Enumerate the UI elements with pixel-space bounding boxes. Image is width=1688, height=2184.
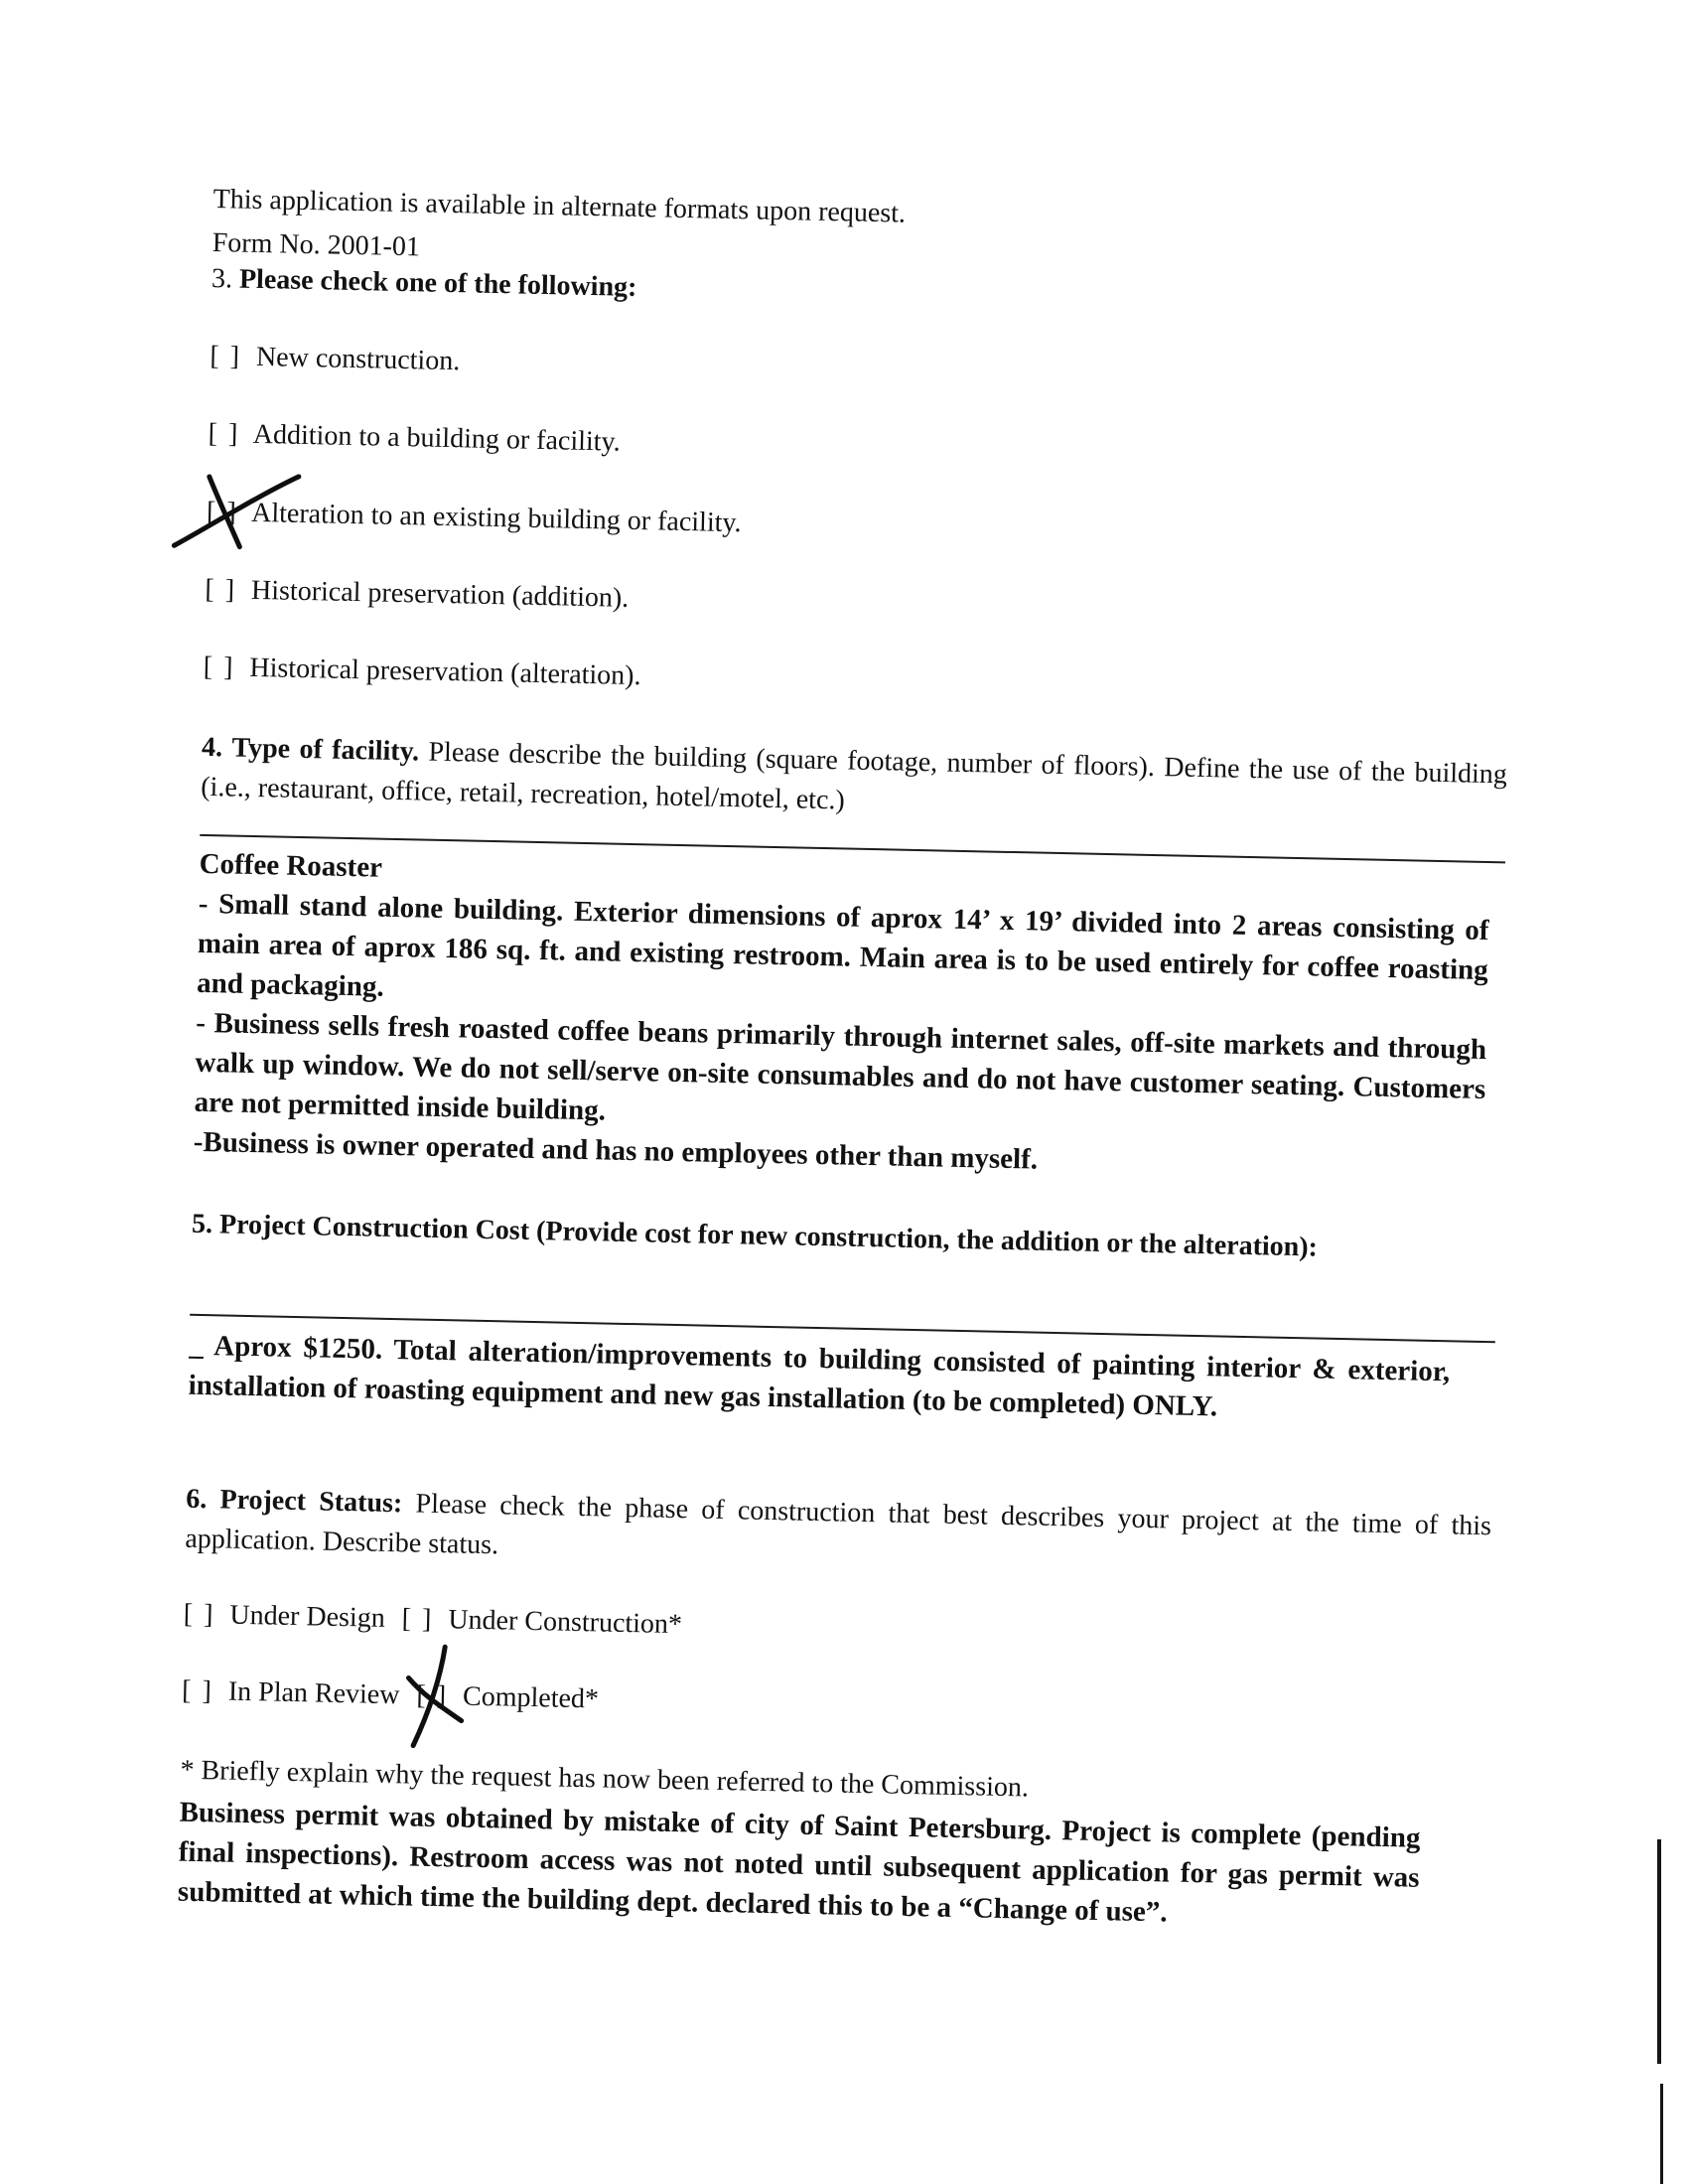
section6-title [185,1480,1491,1587]
checkbox-in-plan-review: [ ] [181,1674,214,1707]
checkbox-new-construction: [ ] [210,340,242,372]
checkbox-completed-checked: [ ] [416,1679,449,1712]
option-historical-alteration [203,652,640,692]
section4-number: 4. [201,731,223,764]
checkbox-completed-wrap [416,1680,456,1713]
section4-answer [193,844,1489,1189]
answer-heading: Coffee Roaster [199,847,383,884]
option-new-construction [210,341,461,377]
section3-number: 3. [211,262,233,295]
option-addition [208,418,621,459]
option-alteration [207,497,742,539]
answer-paragraph: - Small stand alone building. Exterior dimensions of aprox 14’ x 19’ divided into 2 areas consisting of main area of aprox 186 sq. ft. and existing restroom. Main area is to be used entirely for coffee roasting and packaging. [196,887,1489,1003]
section5-answer: _ Aprox $1250. Total alteration/improvements to building consisted of painting interior & exterior, installation of roasting equipment and new gas installation (to be completed) ONLY. [188,1329,1451,1423]
answer-paragraph: -Business is owner operated and has no employees other than myself. [193,1125,1039,1176]
section6-number: 6. [185,1483,208,1516]
section3-title [211,263,637,304]
status-label: Completed* [462,1680,600,1715]
status-row-1 [183,1599,682,1642]
status-label: Under Construction* [448,1604,683,1641]
section6-description: Please check the phase of construction that best describes your project at the time of this application. Describe status. [185,1488,1492,1561]
scan-artifact-line [1657,1839,1661,2064]
form-number: Form No. 2001-01 [211,226,421,263]
checkbox-under-construction: [ ] [401,1603,434,1635]
section5-description: (Provide cost for new construction, the addition or the alteration): [535,1216,1319,1263]
section4-description: Please describe the building (square footage, number of floors). Define the use of the building (i.e., restaurant, office, retail, recreation, hotel/motel, etc.) [200,736,1508,816]
option-label: Alteration to an existing building or facility. [250,497,742,539]
status-label: In Plan Review [227,1675,400,1711]
checkbox-under-design: [ ] [183,1598,215,1631]
checkbox-historical-addition: [ ] [205,573,237,606]
scan-artifact-line [1660,2084,1663,2184]
option-label: Historical preservation (alteration). [249,652,641,692]
alt-format-note: This application is available in alternate formats upon request. [212,184,907,229]
checkbox-alteration-checked: [ ] [206,496,239,528]
checkbox-under-construction-wrap [401,1603,441,1636]
option-label: Historical preservation (addition). [250,574,630,614]
option-label: New construction. [255,341,461,377]
section6-answer: Business permit was obtained by mistake of city of Saint Petersburg. Project is complete (pending final inspections). Restroom access was not noted until subsequent application for gas permit was submitted at which time the building dept. declared this to be a “Change of use”. [177,1796,1421,1929]
status-label: Under Design [229,1599,386,1634]
section5-number: 5. [191,1208,213,1240]
section5-title [192,1205,1498,1272]
option-label: Addition to a building or facility. [252,418,621,458]
checkbox-historical-alteration: [ ] [203,651,235,683]
form-content [174,184,1519,2098]
footnote: * Briefly explain why the request has now been referred to the Commission. [180,1754,1030,1804]
answer-paragraph: - Business sells fresh roasted coffee beans primarily through internet sales, off-site markets and through walk up window. We do not sell/serve on-site consumables and do not have customer seating. Customers are not permitted inside building. [194,1006,1487,1127]
section5-title-text: Project Construction Cost [218,1209,530,1246]
section6-title-text: Project Status: [219,1484,403,1520]
section4-title-text: Type of facility. [231,732,420,768]
status-row-2 [182,1675,599,1716]
checkbox-addition: [ ] [208,417,240,450]
section4-title [201,728,1507,835]
option-historical-addition [205,574,629,615]
section3-title-text: Please check one of the following: [238,263,637,303]
